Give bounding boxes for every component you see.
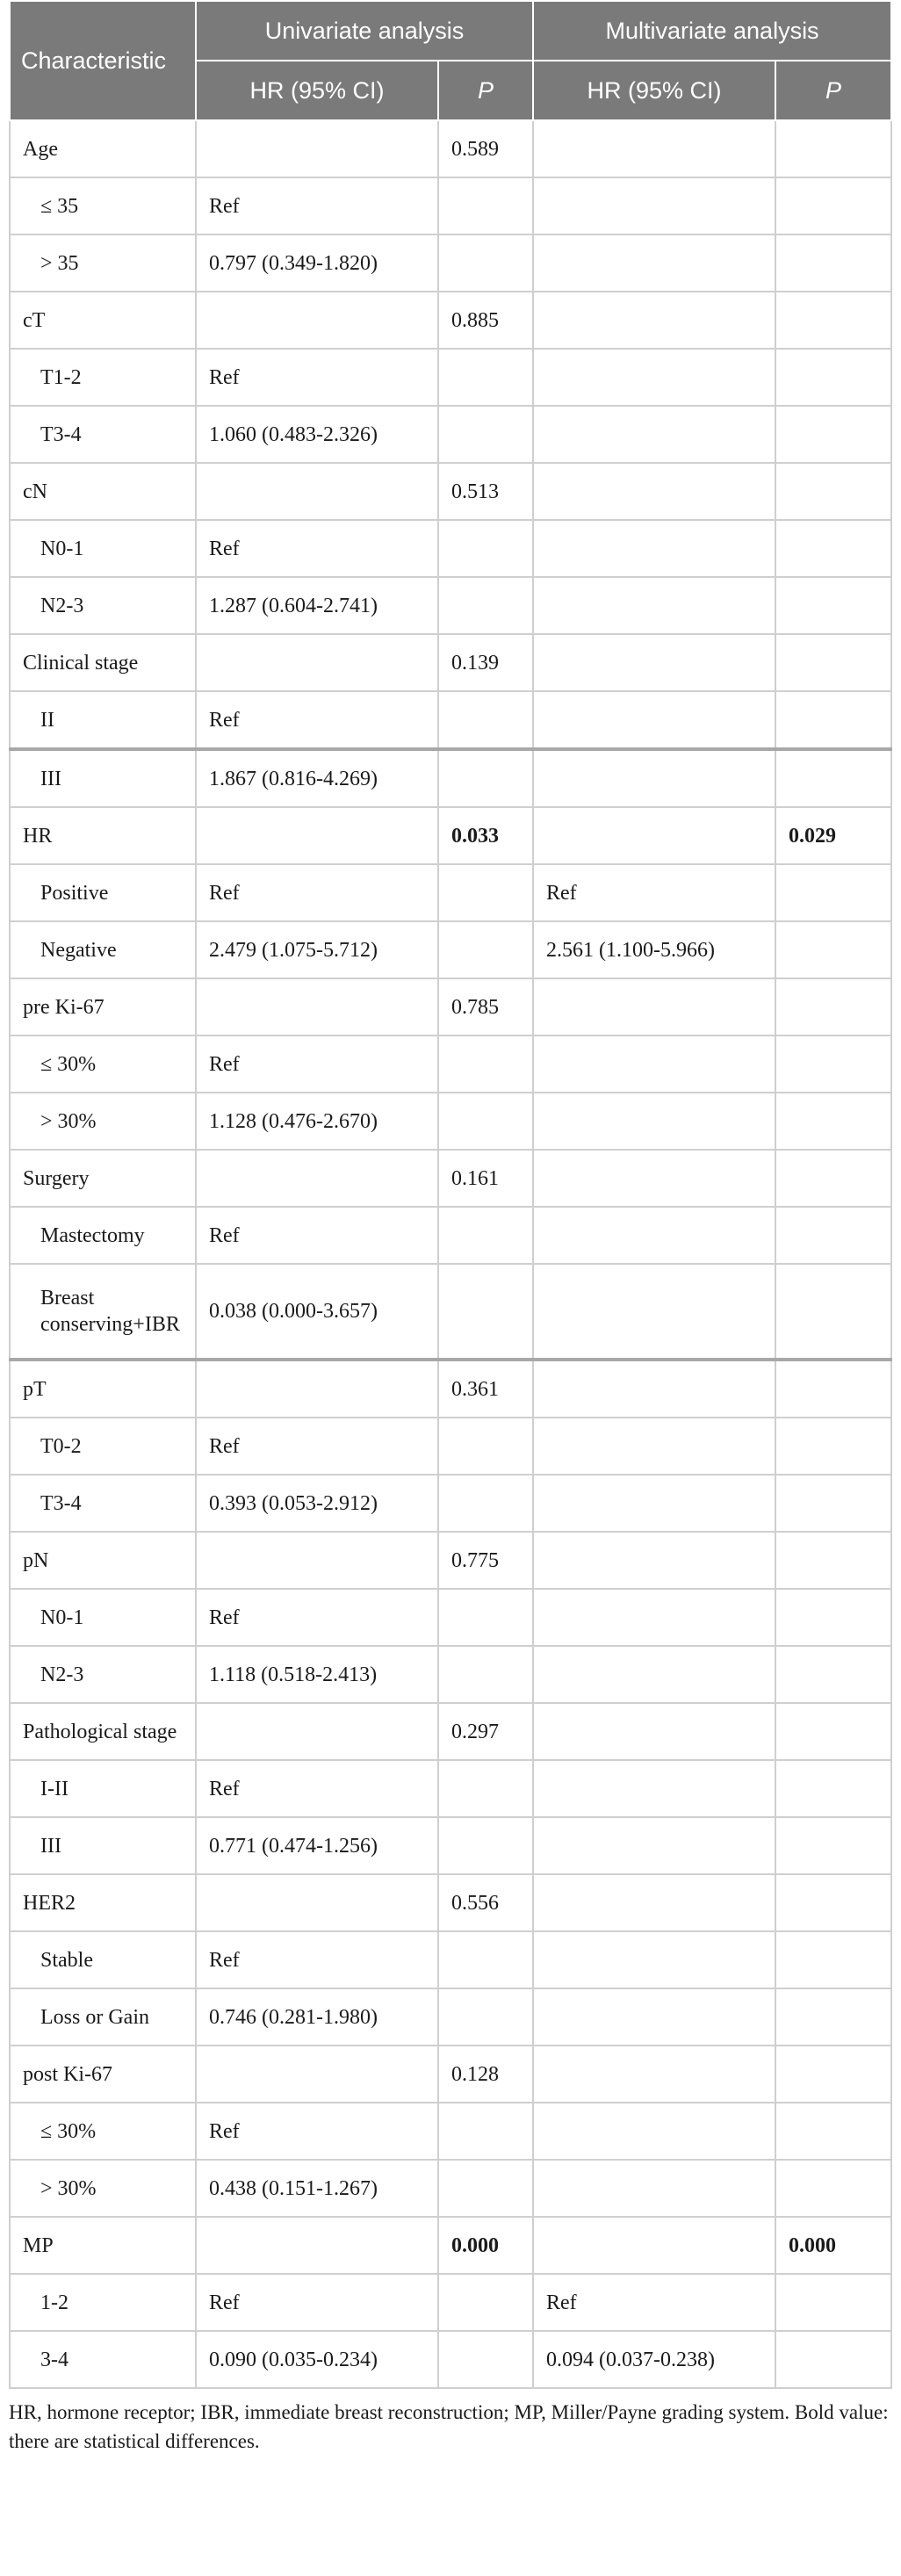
univariate-p-cell <box>438 1760 533 1817</box>
characteristic-cell: HER2 <box>10 1874 196 1931</box>
univariate-hr-cell: Ref <box>196 1418 438 1475</box>
univariate-hr-cell: 0.090 (0.035-0.234) <box>196 2331 438 2388</box>
table-row <box>10 691 891 749</box>
characteristic-cell: pN <box>10 1532 196 1589</box>
univariate-hr-cell: Ref <box>196 349 438 406</box>
table-row <box>10 1703 891 1760</box>
univariate-p-cell: 0.128 <box>438 2046 533 2103</box>
characteristic-cell: III <box>10 1817 196 1874</box>
characteristic-cell: ≤ 30% <box>10 1035 196 1093</box>
multivariate-hr-cell <box>533 2046 775 2103</box>
table-row <box>10 1475 891 1532</box>
multivariate-hr-cell <box>533 406 775 463</box>
characteristic-cell: pre Ki-67 <box>10 978 196 1035</box>
characteristic-cell: N0-1 <box>10 1589 196 1646</box>
multivariate-hr-cell <box>533 978 775 1035</box>
characteristic-cell: Positive <box>10 864 196 921</box>
table-row <box>10 1931 891 1988</box>
multivariate-hr-cell <box>533 691 775 749</box>
multivariate-p-cell <box>775 349 891 406</box>
characteristic-cell: 1-2 <box>10 2274 196 2331</box>
characteristic-cell: post Ki-67 <box>10 2046 196 2103</box>
multivariate-hr-cell <box>533 1988 775 2046</box>
multivariate-p-cell <box>775 1988 891 2046</box>
univariate-p-cell <box>438 577 533 634</box>
univariate-hr-cell <box>196 463 438 520</box>
table-row <box>10 978 891 1035</box>
univariate-hr-cell: 1.287 (0.604-2.741) <box>196 577 438 634</box>
univariate-p-cell <box>438 349 533 406</box>
characteristic-cell: Age <box>10 120 196 177</box>
multivariate-p-cell <box>775 1418 891 1475</box>
multivariate-p-cell <box>775 177 891 235</box>
univariate-p-cell: 0.775 <box>438 1532 533 1589</box>
multivariate-p-cell <box>775 120 891 177</box>
table-row <box>10 921 891 978</box>
multivariate-p-cell <box>775 577 891 634</box>
multivariate-hr-cell <box>533 1532 775 1589</box>
header-multivariate-hr: HR (95% CI) <box>533 61 775 120</box>
univariate-p-cell: 0.556 <box>438 1874 533 1931</box>
multivariate-p-cell <box>775 2103 891 2160</box>
table-row <box>10 1532 891 1589</box>
table-row <box>10 2217 891 2274</box>
table-row <box>10 292 891 349</box>
multivariate-p-cell <box>775 1931 891 1988</box>
characteristic-cell: I-II <box>10 1760 196 1817</box>
univariate-p-cell: 0.297 <box>438 1703 533 1760</box>
header-multivariate: Multivariate analysis <box>533 1 891 61</box>
characteristic-cell: Stable <box>10 1931 196 1988</box>
table-body <box>10 120 891 2388</box>
univariate-hr-cell: Ref <box>196 520 438 577</box>
characteristic-cell: Surgery <box>10 1150 196 1207</box>
univariate-p-cell <box>438 235 533 292</box>
univariate-p-cell <box>438 921 533 978</box>
multivariate-hr-cell <box>533 1874 775 1931</box>
multivariate-hr-cell <box>533 1035 775 1093</box>
table-row <box>10 1874 891 1931</box>
characteristic-cell: Mastectomy <box>10 1207 196 1264</box>
univariate-hr-cell <box>196 634 438 691</box>
multivariate-p-cell <box>775 463 891 520</box>
univariate-hr-cell <box>196 292 438 349</box>
multivariate-hr-cell <box>533 292 775 349</box>
multivariate-p-cell <box>775 520 891 577</box>
multivariate-hr-cell <box>533 1589 775 1646</box>
univariate-hr-cell <box>196 2217 438 2274</box>
multivariate-p-cell <box>775 406 891 463</box>
univariate-hr-cell: Ref <box>196 1931 438 1988</box>
multivariate-hr-cell <box>533 2217 775 2274</box>
multivariate-hr-cell <box>533 1150 775 1207</box>
multivariate-hr-cell <box>533 1703 775 1760</box>
univariate-hr-cell: 0.771 (0.474-1.256) <box>196 1817 438 1874</box>
table-row <box>10 577 891 634</box>
multivariate-p-cell <box>775 2160 891 2217</box>
univariate-hr-cell: 0.393 (0.053-2.912) <box>196 1475 438 1532</box>
univariate-hr-cell: 0.438 (0.151-1.267) <box>196 2160 438 2217</box>
multivariate-p-cell <box>775 1817 891 1874</box>
multivariate-hr-cell <box>533 520 775 577</box>
header-univariate-hr: HR (95% CI) <box>196 61 438 120</box>
multivariate-hr-cell <box>533 1646 775 1703</box>
multivariate-hr-cell <box>533 2103 775 2160</box>
table-row <box>10 1817 891 1874</box>
characteristic-cell: T3-4 <box>10 1475 196 1532</box>
multivariate-hr-cell <box>533 349 775 406</box>
multivariate-hr-cell <box>533 1207 775 1264</box>
univariate-hr-cell: Ref <box>196 691 438 749</box>
multivariate-hr-cell <box>533 1817 775 1874</box>
univariate-hr-cell: Ref <box>196 1207 438 1264</box>
univariate-hr-cell: Ref <box>196 864 438 921</box>
multivariate-p-cell <box>775 2274 891 2331</box>
table-row <box>10 120 891 177</box>
univariate-hr-cell: 1.060 (0.483-2.326) <box>196 406 438 463</box>
table-row <box>10 1093 891 1150</box>
univariate-p-cell <box>438 1264 533 1360</box>
univariate-hr-cell: 1.128 (0.476-2.670) <box>196 1093 438 1150</box>
univariate-p-cell: 0.361 <box>438 1360 533 1418</box>
univariate-p-cell: 0.000 <box>438 2217 533 2274</box>
multivariate-p-cell <box>775 1760 891 1817</box>
table-row <box>10 1360 891 1418</box>
multivariate-hr-cell: Ref <box>533 864 775 921</box>
header-multivariate-p: P <box>775 61 891 120</box>
table-row <box>10 2274 891 2331</box>
univariate-p-cell <box>438 1207 533 1264</box>
table-row <box>10 235 891 292</box>
multivariate-hr-cell: 0.094 (0.037-0.238) <box>533 2331 775 2388</box>
characteristic-cell: > 35 <box>10 235 196 292</box>
table-footnote: HR, hormone receptor; IBR, immediate breast reconstruction; MP, Miller/Payne grading system. Bold value: there are statistical differences. <box>9 2401 889 2452</box>
page <box>9 0 901 2576</box>
univariate-hr-cell: Ref <box>196 2103 438 2160</box>
multivariate-hr-cell <box>533 1418 775 1475</box>
characteristic-cell: MP <box>10 2217 196 2274</box>
characteristic-cell: Breast conserving+IBR <box>10 1264 196 1360</box>
characteristic-cell: cN <box>10 463 196 520</box>
univariate-hr-cell: 1.867 (0.816-4.269) <box>196 749 438 807</box>
table-row <box>10 749 891 807</box>
table-row <box>10 864 891 921</box>
table-row <box>10 807 891 864</box>
multivariate-p-cell: 0.029 <box>775 807 891 864</box>
multivariate-p-cell <box>775 921 891 978</box>
multivariate-hr-cell <box>533 577 775 634</box>
characteristic-cell: ≤ 35 <box>10 177 196 235</box>
characteristic-cell: > 30% <box>10 2160 196 2217</box>
univariate-hr-cell: 0.038 (0.000-3.657) <box>196 1264 438 1360</box>
multivariate-p-cell <box>775 1874 891 1931</box>
table-row <box>10 520 891 577</box>
multivariate-p-cell <box>775 749 891 807</box>
univariate-hr-cell <box>196 1360 438 1418</box>
characteristic-cell: cT <box>10 292 196 349</box>
header-characteristic: Characteristic <box>10 1 196 120</box>
table-row <box>10 463 891 520</box>
univariate-p-cell <box>438 2103 533 2160</box>
univariate-p-cell <box>438 1035 533 1093</box>
univariate-p-cell <box>438 177 533 235</box>
univariate-p-cell <box>438 1817 533 1874</box>
characteristic-cell: T3-4 <box>10 406 196 463</box>
univariate-p-cell <box>438 864 533 921</box>
multivariate-p-cell <box>775 864 891 921</box>
table-row <box>10 1035 891 1093</box>
univariate-p-cell <box>438 2274 533 2331</box>
multivariate-hr-cell: 2.561 (1.100-5.966) <box>533 921 775 978</box>
univariate-p-cell <box>438 1646 533 1703</box>
univariate-hr-cell <box>196 1532 438 1589</box>
univariate-p-cell <box>438 2331 533 2388</box>
characteristic-cell: N2-3 <box>10 577 196 634</box>
table-row <box>10 1589 891 1646</box>
multivariate-hr-cell: Ref <box>533 2274 775 2331</box>
multivariate-p-cell <box>775 634 891 691</box>
table-row <box>10 2160 891 2217</box>
multivariate-p-cell <box>775 1207 891 1264</box>
multivariate-p-cell <box>775 1360 891 1418</box>
table-row <box>10 406 891 463</box>
univariate-hr-cell: 1.118 (0.518-2.413) <box>196 1646 438 1703</box>
table-row <box>10 1264 891 1360</box>
characteristic-cell: N0-1 <box>10 520 196 577</box>
univariate-p-cell: 0.139 <box>438 634 533 691</box>
univariate-hr-cell <box>196 120 438 177</box>
univariate-p-cell: 0.513 <box>438 463 533 520</box>
table-row <box>10 349 891 406</box>
table-row <box>10 1150 891 1207</box>
table-row <box>10 2331 891 2388</box>
multivariate-p-cell <box>775 2331 891 2388</box>
multivariate-hr-cell <box>533 177 775 235</box>
multivariate-p-cell <box>775 1475 891 1532</box>
table-row <box>10 1418 891 1475</box>
characteristic-cell: N2-3 <box>10 1646 196 1703</box>
multivariate-p-cell <box>775 2046 891 2103</box>
univariate-hr-cell: 0.797 (0.349-1.820) <box>196 235 438 292</box>
multivariate-p-cell <box>775 292 891 349</box>
univariate-p-cell <box>438 2160 533 2217</box>
table-row <box>10 2103 891 2160</box>
multivariate-p-cell <box>775 1264 891 1360</box>
table-row <box>10 1988 891 2046</box>
multivariate-p-cell <box>775 1093 891 1150</box>
multivariate-hr-cell <box>533 634 775 691</box>
univariate-p-cell: 0.589 <box>438 120 533 177</box>
multivariate-hr-cell <box>533 235 775 292</box>
univariate-p-cell <box>438 520 533 577</box>
characteristic-cell: II <box>10 691 196 749</box>
univariate-hr-cell: 2.479 (1.075-5.712) <box>196 921 438 978</box>
univariate-p-cell: 0.885 <box>438 292 533 349</box>
table-row <box>10 1207 891 1264</box>
univariate-p-cell <box>438 406 533 463</box>
characteristic-cell: > 30% <box>10 1093 196 1150</box>
univariate-hr-cell <box>196 807 438 864</box>
univariate-hr-cell <box>196 978 438 1035</box>
univariate-hr-cell: Ref <box>196 1760 438 1817</box>
univariate-hr-cell: Ref <box>196 2274 438 2331</box>
univariate-p-cell: 0.033 <box>438 807 533 864</box>
table-row <box>10 634 891 691</box>
table-row <box>10 1760 891 1817</box>
multivariate-p-cell <box>775 1035 891 1093</box>
univariate-p-cell <box>438 1589 533 1646</box>
univariate-hr-cell: Ref <box>196 1589 438 1646</box>
characteristic-cell: Negative <box>10 921 196 978</box>
univariate-p-cell <box>438 1418 533 1475</box>
univariate-hr-cell <box>196 2046 438 2103</box>
multivariate-p-cell <box>775 1532 891 1589</box>
multivariate-hr-cell <box>533 2160 775 2217</box>
univariate-p-cell <box>438 1093 533 1150</box>
multivariate-p-cell <box>775 1703 891 1760</box>
univariate-p-cell <box>438 1988 533 2046</box>
characteristic-cell: Loss or Gain <box>10 1988 196 2046</box>
univariate-p-cell <box>438 1931 533 1988</box>
multivariate-p-cell <box>775 1589 891 1646</box>
characteristic-cell: ≤ 30% <box>10 2103 196 2160</box>
univariate-p-cell: 0.161 <box>438 1150 533 1207</box>
characteristic-cell: 3-4 <box>10 2331 196 2388</box>
multivariate-hr-cell <box>533 749 775 807</box>
characteristic-cell: Pathological stage <box>10 1703 196 1760</box>
univariate-hr-cell: Ref <box>196 177 438 235</box>
multivariate-hr-cell <box>533 463 775 520</box>
multivariate-hr-cell <box>533 1360 775 1418</box>
cox-regression-table <box>9 0 892 2389</box>
table-row <box>10 2046 891 2103</box>
table-row <box>10 1646 891 1703</box>
characteristic-cell: Clinical stage <box>10 634 196 691</box>
multivariate-p-cell <box>775 978 891 1035</box>
header-univariate-p: P <box>438 61 533 120</box>
multivariate-p-cell <box>775 691 891 749</box>
multivariate-hr-cell <box>533 1093 775 1150</box>
header-univariate: Univariate analysis <box>196 1 533 61</box>
characteristic-cell: HR <box>10 807 196 864</box>
univariate-hr-cell: 0.746 (0.281-1.980) <box>196 1988 438 2046</box>
univariate-hr-cell <box>196 1874 438 1931</box>
univariate-hr-cell: Ref <box>196 1035 438 1093</box>
table-header <box>10 1 891 120</box>
univariate-p-cell <box>438 749 533 807</box>
univariate-hr-cell <box>196 1150 438 1207</box>
characteristic-cell: T0-2 <box>10 1418 196 1475</box>
characteristic-cell: pT <box>10 1360 196 1418</box>
multivariate-p-cell <box>775 235 891 292</box>
univariate-hr-cell <box>196 1703 438 1760</box>
multivariate-hr-cell <box>533 807 775 864</box>
multivariate-hr-cell <box>533 1264 775 1360</box>
multivariate-hr-cell <box>533 1760 775 1817</box>
univariate-p-cell: 0.785 <box>438 978 533 1035</box>
multivariate-p-cell <box>775 1646 891 1703</box>
multivariate-hr-cell <box>533 120 775 177</box>
characteristic-cell: T1-2 <box>10 349 196 406</box>
multivariate-p-cell <box>775 1150 891 1207</box>
table-row <box>10 177 891 235</box>
multivariate-hr-cell <box>533 1475 775 1532</box>
multivariate-p-cell: 0.000 <box>775 2217 891 2274</box>
univariate-p-cell <box>438 1475 533 1532</box>
multivariate-hr-cell <box>533 1931 775 1988</box>
characteristic-cell: III <box>10 749 196 807</box>
univariate-p-cell <box>438 691 533 749</box>
